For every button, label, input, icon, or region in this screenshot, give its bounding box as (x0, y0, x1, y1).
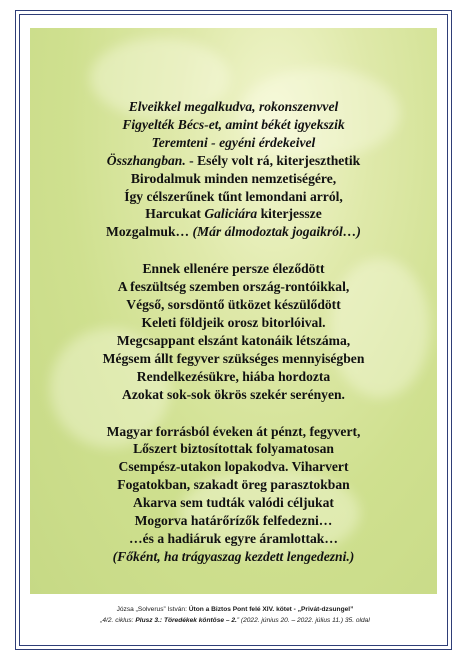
poem-line: Magyar forrásból éveken át pénzt, fegyvert, (106, 423, 361, 439)
poem-line: …és a hadiáruk egyre áramlottak… (129, 530, 338, 546)
poem-fragment: - Esély volt rá, kiterjeszthetik (185, 152, 361, 168)
poem-line: Mégsem állt fegyver szükséges mennyiségben (102, 350, 365, 366)
poem-fragment: Összhangban. (106, 152, 186, 168)
poem-line: A feszültség szemben ország-rontóikkal, (117, 279, 350, 295)
footer-line-1 (26, 604, 444, 615)
poem-fragment: Harcukat (145, 206, 205, 222)
footer-author: Józsa „Solverus” István: (116, 606, 189, 613)
poem (30, 98, 437, 585)
poem-line: (Főként, ha trágyaszag kezdett lengedezni.) (112, 548, 355, 564)
poem-line (30, 152, 437, 170)
poem-line: Birodalmuk minden nemzetiségére, (130, 170, 337, 186)
poem-fragment: Mozgalmuk… (106, 224, 190, 240)
poem-fragment: Galiciára (204, 206, 258, 222)
poem-line: Ennek ellenére persze éleződött (142, 261, 325, 277)
poem-fragment: (Már álmodoztak jogaikról…) (189, 224, 361, 240)
stanza-3 (30, 423, 437, 566)
poem-line: Keleti földjeik orosz bitorlóival. (141, 314, 326, 330)
footer-cycle: „4/2. ciklus: (100, 617, 136, 624)
footer-volume-title: Úton a Biztos Pont felé XIV. kötet - „Privát-dzsungel” (188, 606, 354, 613)
poem-fragment: kiterjessze (257, 206, 322, 222)
poem-line: Figyelték Bécs-et, amint békét igyekszik (122, 116, 345, 132)
footer-dates-page: ” (2022. június 20. – 2022. július 11.) 35. oldal (236, 617, 370, 624)
poem-line: Így célszerűnek tűnt lemondani arról, (124, 188, 343, 204)
poem-line: Lőszert biztosítottak folyamatosan (133, 441, 334, 457)
stanza-1 (30, 98, 437, 241)
page-footer (26, 604, 444, 626)
poem-line (30, 223, 437, 241)
poem-line: Csempész-utakon lopakodva. Viharvert (118, 459, 349, 475)
poem-line: Teremteni - egyéni érdekeivel (151, 134, 316, 150)
stanza-2 (30, 260, 437, 403)
poem-line: Rendelkezésükre, hiába hordozta (136, 368, 331, 384)
footer-line-2 (26, 615, 444, 626)
poem-line: Végső, sorsdöntő ütközet készülődött (126, 297, 341, 313)
poem-line: Elveikkel megalkudva, rokonszenvvel (128, 99, 339, 114)
poem-line: Azokat sok-sok ökrös szekér serényen. (122, 386, 345, 402)
poem-line (30, 205, 437, 223)
poem-line: Akarva sem tudták valódi céljukat (133, 495, 334, 511)
footer-section: Plusz 3.: Töredékek köntöse – 2. (135, 617, 237, 624)
poem-line: Megcsappant elszánt katonáik létszáma, (116, 332, 351, 348)
poem-line: Fogatokban, szakadt öreg parasztokban (117, 477, 350, 493)
poem-line: Mogorva határőrízők felfedezni… (134, 513, 333, 529)
